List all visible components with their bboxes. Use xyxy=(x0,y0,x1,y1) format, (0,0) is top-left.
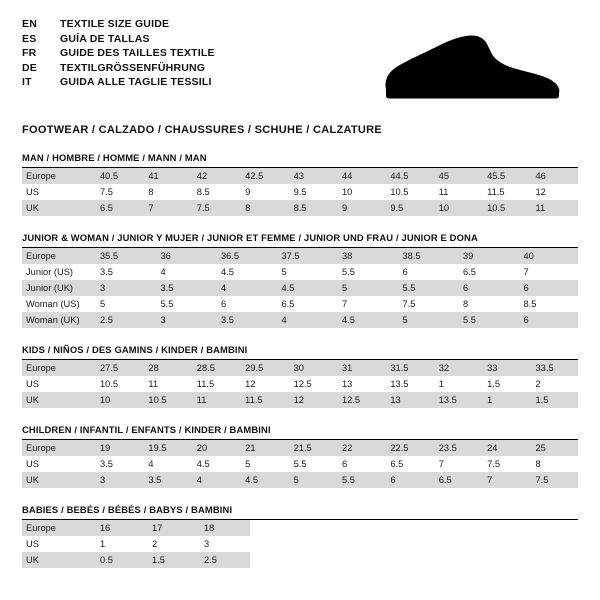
size-group-title: CHILDREN / INFANTIL / ENFANTS / KINDER / BAMBINI xyxy=(22,424,271,435)
size-cell: 6.5 xyxy=(276,296,337,312)
size-cell: 25 xyxy=(530,440,578,456)
size-cell: 7 xyxy=(142,200,190,216)
size-cell: 11 xyxy=(142,376,190,392)
size-cell: 5 xyxy=(288,472,336,488)
size-cell: 5.5 xyxy=(155,296,216,312)
size-cell: 17 xyxy=(146,520,198,536)
size-cell: 44.5 xyxy=(384,168,432,184)
table-row xyxy=(22,312,578,328)
size-cell: 21 xyxy=(239,440,287,456)
size-cell: 6.5 xyxy=(384,456,432,472)
size-cell: 0.5 xyxy=(94,552,146,568)
size-cell: 11 xyxy=(433,184,481,200)
size-cell: 9.5 xyxy=(288,184,336,200)
row-label: Woman (UK) xyxy=(22,312,94,328)
size-cell: 10 xyxy=(336,184,384,200)
language-row xyxy=(22,76,215,91)
size-cell: 7.5 xyxy=(530,472,578,488)
size-cell: 2 xyxy=(530,376,578,392)
size-cell: 2.5 xyxy=(94,312,155,328)
language-code: FR xyxy=(22,47,37,59)
size-cell: 38.5 xyxy=(397,248,458,264)
size-cell: 19.5 xyxy=(142,440,190,456)
size-cell: 7.5 xyxy=(397,296,458,312)
size-cell: 4.5 xyxy=(336,312,397,328)
size-cell: 5.5 xyxy=(288,456,336,472)
size-cell: 11 xyxy=(191,392,239,408)
size-cell: 30 xyxy=(288,360,336,376)
size-cell: 1.5 xyxy=(146,552,198,568)
size-group-babies xyxy=(22,504,578,568)
size-cell: 7 xyxy=(336,296,397,312)
size-cell: 45 xyxy=(433,168,481,184)
size-cell: 3 xyxy=(155,312,216,328)
table-row xyxy=(22,376,578,392)
spacer-cell xyxy=(250,552,578,568)
table-row xyxy=(22,360,578,376)
row-label: Woman (US) xyxy=(22,296,94,312)
table-row xyxy=(22,184,578,200)
row-label: US xyxy=(22,184,94,200)
size-cell: 5.5 xyxy=(336,472,384,488)
size-cell: 5.5 xyxy=(457,312,518,328)
size-cell: 38 xyxy=(336,248,397,264)
size-cell: 6.5 xyxy=(457,264,518,280)
row-label: UK xyxy=(22,200,94,216)
size-cell: 43 xyxy=(288,168,336,184)
language-code: EN xyxy=(22,18,37,30)
language-guide-title: GUIDA ALLE TAGLIE TESSILI xyxy=(60,76,212,88)
size-cell: 31.5 xyxy=(384,360,432,376)
size-cell: 12.5 xyxy=(336,392,384,408)
size-cell: 11.5 xyxy=(239,392,287,408)
size-cell: 29.5 xyxy=(239,360,287,376)
size-cell: 1 xyxy=(94,536,146,552)
size-cell: 40.5 xyxy=(94,168,142,184)
language-row xyxy=(22,18,215,33)
row-label: US xyxy=(22,456,94,472)
size-group-title: MAN / HOMBRE / HOMME / MANN / MAN xyxy=(22,152,207,163)
size-cell: 5 xyxy=(397,312,458,328)
size-cell: 16 xyxy=(94,520,146,536)
size-cell: 45.5 xyxy=(481,168,529,184)
size-group-junior-woman xyxy=(22,232,578,328)
size-cell: 35.5 xyxy=(94,248,155,264)
size-cell: 11.5 xyxy=(481,184,529,200)
size-cell: 13.5 xyxy=(384,376,432,392)
size-table xyxy=(22,168,578,216)
table-row xyxy=(22,248,578,264)
size-cell: 6 xyxy=(215,296,276,312)
size-cell: 42 xyxy=(191,168,239,184)
size-cell: 10.5 xyxy=(384,184,432,200)
size-cell: 3.5 xyxy=(94,264,155,280)
size-cell: 4 xyxy=(191,472,239,488)
size-group-children xyxy=(22,424,578,488)
size-cell: 4.5 xyxy=(276,280,337,296)
size-cell: 7.5 xyxy=(191,200,239,216)
size-cell: 28.5 xyxy=(191,360,239,376)
row-label: US xyxy=(22,536,94,552)
table-row xyxy=(22,472,578,488)
row-label: Junior (UK) xyxy=(22,280,94,296)
size-table xyxy=(22,520,578,568)
size-cell: 20 xyxy=(191,440,239,456)
size-cell: 28 xyxy=(142,360,190,376)
size-cell: 36 xyxy=(155,248,216,264)
size-cell: 3 xyxy=(94,472,142,488)
size-cell: 31 xyxy=(336,360,384,376)
table-row xyxy=(22,440,578,456)
size-cell: 3.5 xyxy=(94,456,142,472)
size-cell: 13 xyxy=(336,376,384,392)
size-cell: 6 xyxy=(457,280,518,296)
language-code: IT xyxy=(22,76,32,88)
size-cell: 22.5 xyxy=(384,440,432,456)
size-cell: 13.5 xyxy=(433,392,481,408)
size-cell: 8.5 xyxy=(191,184,239,200)
size-cell: 3 xyxy=(94,280,155,296)
size-cell: 3.5 xyxy=(215,312,276,328)
dress-shoe-icon xyxy=(378,32,568,102)
row-label: Europe xyxy=(22,248,94,264)
language-titles xyxy=(22,18,215,91)
language-row xyxy=(22,47,215,62)
size-cell: 10 xyxy=(433,200,481,216)
size-cell: 5 xyxy=(94,296,155,312)
size-cell: 1 xyxy=(433,376,481,392)
size-group-title: JUNIOR & WOMAN / JUNIOR Y MUJER / JUNIOR ET FEMME / JUNIOR UND FRAU / JUNIOR E DONA xyxy=(22,232,478,243)
size-cell: 5.5 xyxy=(336,264,397,280)
row-label: Junior (US) xyxy=(22,264,94,280)
size-cell: 5 xyxy=(239,456,287,472)
size-cell: 22 xyxy=(336,440,384,456)
size-cell: 6 xyxy=(384,472,432,488)
table-row xyxy=(22,456,578,472)
size-cell: 4.5 xyxy=(215,264,276,280)
table-row xyxy=(22,168,578,184)
category-title: FOOTWEAR / CALZADO / CHAUSSURES / SCHUHE / CALZATURE xyxy=(22,124,383,136)
row-label: Europe xyxy=(22,440,94,456)
table-row xyxy=(22,536,578,552)
size-cell: 42.5 xyxy=(239,168,287,184)
size-cell: 5 xyxy=(336,280,397,296)
table-row xyxy=(22,264,578,280)
size-cell: 3 xyxy=(198,536,250,552)
size-cell: 7 xyxy=(518,264,579,280)
size-cell: 44 xyxy=(336,168,384,184)
row-label: UK xyxy=(22,472,94,488)
size-cell: 1 xyxy=(481,392,529,408)
size-cell: 21.5 xyxy=(288,440,336,456)
size-cell: 33.5 xyxy=(530,360,578,376)
row-label: Europe xyxy=(22,168,94,184)
size-cell: 12 xyxy=(530,184,578,200)
size-cell: 9.5 xyxy=(384,200,432,216)
size-cell: 9 xyxy=(336,200,384,216)
size-cell: 10.5 xyxy=(94,376,142,392)
size-cell: 10 xyxy=(94,392,142,408)
size-cell: 40 xyxy=(518,248,579,264)
size-cell: 37.5 xyxy=(276,248,337,264)
size-cell: 32 xyxy=(433,360,481,376)
size-cell: 2.5 xyxy=(198,552,250,568)
size-cell: 18 xyxy=(198,520,250,536)
size-cell: 8 xyxy=(239,200,287,216)
language-code: ES xyxy=(22,32,37,45)
language-guide-title: GUÍA DE TALLAS xyxy=(60,32,150,45)
size-cell: 36.5 xyxy=(215,248,276,264)
table-row xyxy=(22,520,578,536)
size-cell: 7.5 xyxy=(481,456,529,472)
spacer-cell xyxy=(250,520,578,536)
row-label: Europe xyxy=(22,520,94,536)
size-cell: 12 xyxy=(239,376,287,392)
size-tables xyxy=(22,152,578,568)
size-table xyxy=(22,248,578,328)
size-cell: 10.5 xyxy=(481,200,529,216)
size-cell: 4 xyxy=(276,312,337,328)
language-row xyxy=(22,62,215,77)
size-table xyxy=(22,360,578,408)
size-table xyxy=(22,440,578,488)
language-guide-title: TEXTILE SIZE GUIDE xyxy=(60,18,170,30)
size-cell: 41 xyxy=(142,168,190,184)
size-cell: 4 xyxy=(215,280,276,296)
language-guide-title: GUIDE DES TAILLES TEXTILE xyxy=(60,47,215,59)
size-group-title: KIDS / NIÑOS / DES GAMINS / KINDER / BAMBINI xyxy=(22,344,248,355)
size-cell: 3.5 xyxy=(155,280,216,296)
size-cell: 23.5 xyxy=(433,440,481,456)
size-cell: 6 xyxy=(336,456,384,472)
size-cell: 11.5 xyxy=(191,376,239,392)
table-row xyxy=(22,200,578,216)
size-cell: 39 xyxy=(457,248,518,264)
spacer-cell xyxy=(250,536,578,552)
size-group-kids xyxy=(22,344,578,408)
size-cell: 1.5 xyxy=(530,392,578,408)
size-cell: 12 xyxy=(288,392,336,408)
size-cell: 5 xyxy=(276,264,337,280)
size-cell: 13 xyxy=(384,392,432,408)
table-row xyxy=(22,280,578,296)
size-cell: 4 xyxy=(142,456,190,472)
size-cell: 8 xyxy=(142,184,190,200)
size-cell: 4 xyxy=(155,264,216,280)
size-cell: 6.5 xyxy=(433,472,481,488)
size-cell: 6 xyxy=(397,264,458,280)
size-cell: 4.5 xyxy=(239,472,287,488)
row-label: Europe xyxy=(22,360,94,376)
size-cell: 8 xyxy=(530,456,578,472)
size-cell: 6 xyxy=(518,280,579,296)
size-cell: 5.5 xyxy=(397,280,458,296)
size-cell: 9 xyxy=(239,184,287,200)
size-cell: 8.5 xyxy=(518,296,579,312)
size-group-title: BABIES / BEBÉS / BÉBÉS / BABYS / BAMBINI xyxy=(22,504,233,515)
size-cell: 4.5 xyxy=(191,456,239,472)
language-row xyxy=(22,33,215,48)
size-cell: 3.5 xyxy=(142,472,190,488)
row-label: UK xyxy=(22,552,94,568)
size-cell: 2 xyxy=(146,536,198,552)
size-cell: 11 xyxy=(530,200,578,216)
size-cell: 27.5 xyxy=(94,360,142,376)
language-guide-title: TEXTILGRÖSSENFÜHRUNG xyxy=(60,61,206,74)
size-cell: 12.5 xyxy=(288,376,336,392)
table-row xyxy=(22,552,578,568)
language-code: DE xyxy=(22,61,37,74)
size-cell: 1.5 xyxy=(481,376,529,392)
size-group-man xyxy=(22,152,578,216)
size-cell: 6 xyxy=(518,312,579,328)
table-row xyxy=(22,392,578,408)
row-label: US xyxy=(22,376,94,392)
size-cell: 8 xyxy=(457,296,518,312)
size-cell: 33 xyxy=(481,360,529,376)
size-cell: 24 xyxy=(481,440,529,456)
size-cell: 10.5 xyxy=(142,392,190,408)
page-header xyxy=(22,18,578,114)
size-cell: 6.5 xyxy=(94,200,142,216)
size-cell: 19 xyxy=(94,440,142,456)
row-label: UK xyxy=(22,392,94,408)
size-cell: 7.5 xyxy=(94,184,142,200)
size-cell: 7 xyxy=(481,472,529,488)
table-row xyxy=(22,296,578,312)
size-cell: 8.5 xyxy=(288,200,336,216)
size-cell: 46 xyxy=(530,168,578,184)
size-cell: 7 xyxy=(433,456,481,472)
